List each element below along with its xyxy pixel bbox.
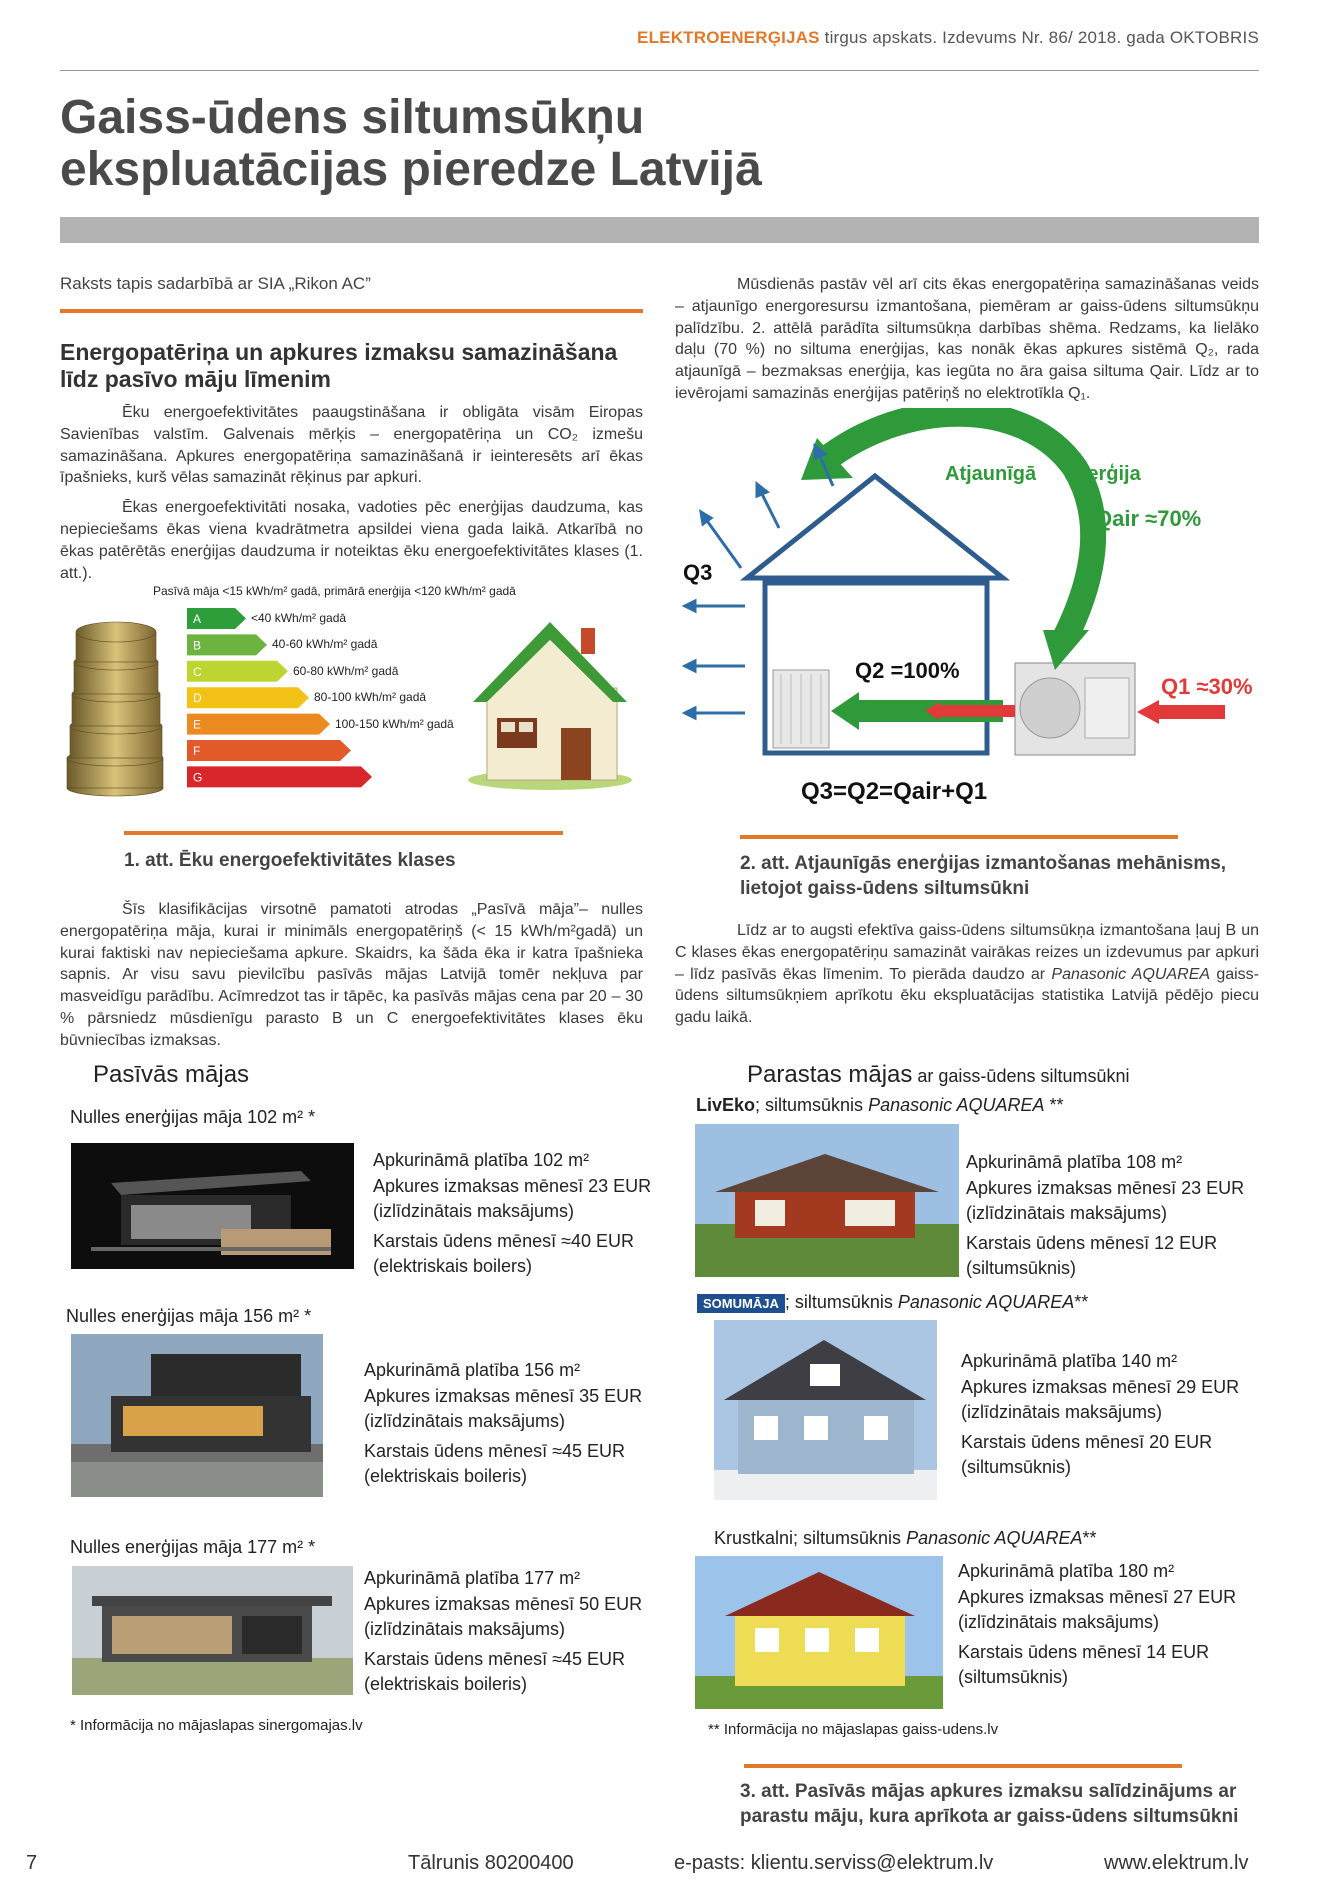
- figure-3-caption: 3. att. Pasīvās mājas apkures izmaksu salīdzinājums ar parastu māju, kura aprīkota ar gaiss-ūdens siltumsūkni: [740, 1781, 1239, 1827]
- right-text-1: [675, 274, 1259, 413]
- house-photo: [695, 1124, 959, 1277]
- energy-formula: Q3=Q2=Qair+Q1: [801, 778, 988, 805]
- figure-1-caption: 1. att. Ēku energoefektivitātes klases: [124, 850, 456, 871]
- builder-name: LivEko: [696, 1095, 756, 1115]
- q2-label: Q2 =100%: [855, 658, 960, 683]
- hot-water-source: (siltumsūknis): [958, 1667, 1069, 1687]
- energy-class-bar: [187, 661, 288, 682]
- hot-water-source: (siltumsūknis): [961, 1457, 1072, 1477]
- product-name: Panasonic AQUAREA: [897, 1292, 1075, 1312]
- regular-title-main: Parastas mājas: [747, 1061, 913, 1088]
- energy-class-bar: [187, 714, 330, 735]
- house-details: [364, 1566, 642, 1698]
- title-part: **: [1074, 1292, 1089, 1312]
- hot-water-source: (elektriskais boileris): [364, 1466, 528, 1486]
- page-number: 7: [26, 1852, 38, 1874]
- caption-divider: [740, 835, 1178, 839]
- footer-website[interactable]: www.elektrum.lv: [1104, 1852, 1249, 1874]
- left-text-2: [60, 899, 643, 1060]
- energy-class-letter: D: [193, 691, 202, 706]
- energy-class-label: 60-80 kWh/m² gadā: [293, 663, 399, 678]
- house-details: [364, 1358, 642, 1490]
- title-part: ; siltumsūknis: [784, 1292, 898, 1312]
- figure-2-caption: 2. att. Atjaunīgās enerģijas izmantošanas mehānisms, lietojot gaiss-ūdens siltumsūkni: [740, 853, 1227, 899]
- payment-note: (izlīdzinātais maksājums): [961, 1402, 1163, 1422]
- byline: Raksts tapis sadarbībā ar SIA „Rikon AC”: [60, 274, 371, 293]
- payment-note: (izlīdzinātais maksājums): [364, 1619, 566, 1639]
- paragraph: Ēku energoefektivitātes paaugstināšana ir obligāta visām Eiropas Savienības valstīm. Galvenais mērķis – energopatēriņa un CO₂ izmešu samazināšana. Apkures energopatēriņa samazināšanā ir ieinteresēts arī ēkas īpašnieks, kurš vēlas samazināt rēķinus par apkuri.: [60, 404, 643, 487]
- byline-divider: [60, 309, 643, 313]
- renewable-label-2: enerģija: [1064, 463, 1141, 485]
- renewable-label-1: Atjaunīgā: [945, 463, 1037, 485]
- energy-class-bar: [187, 766, 372, 787]
- title-part: ; siltumsūknis: [755, 1095, 869, 1115]
- house-photo: [71, 1334, 323, 1497]
- paragraph: Šīs klasifikācijas virsotnē pamatoti atrodas „Pasīvā māja”– nulles energopatēriņa māja, kurai ir minimāls energopatēriņš (< 15 kWh/m²gadā) un kurai faktiski nav nepieciešama apkure. Skaidrs, ka šāda ēka ir katra īpašnieka sapnis. Ar visu savu pievilcību pasīvās mājas Latvijā tomēr nekļuva par masveidīgu parādību. Acīmredzot tas ir tāpēc, ka pasīvās mājas cena par 20 – 30 % pārsniedz mūsdienīgu parasto B un C energoefektivitātes klases ēku būvniecības izmaksas.: [60, 901, 643, 1049]
- energy-class-label: <40 kWh/m² gadā: [251, 611, 347, 625]
- house-details: [966, 1150, 1244, 1282]
- hot-water-source: (siltumsūknis): [966, 1258, 1077, 1278]
- payment-note: (izlīdzinātais maksājums): [966, 1203, 1168, 1223]
- house-photo: [695, 1556, 943, 1709]
- passive-house-title: Nulles enerģijas māja 156 m² *: [66, 1306, 312, 1326]
- footer-phone: Tālrunis 80200400: [408, 1852, 574, 1874]
- title-line-2: ekspluatācijas pieredze Latvijā: [60, 143, 762, 196]
- title-bar: [60, 217, 1259, 243]
- passive-house-label: Pasīvā māja <15 kWh/m² gadā, primārā enerģija <120 kWh/m² gadā: [153, 584, 516, 598]
- hot-water-cost: Karstais ūdens mēnesī 20 EUR: [961, 1431, 1213, 1452]
- heating-cost: Apkures izmaksas mēnesī 50 EUR: [364, 1593, 643, 1614]
- product-name: Panasonic AQUAREA: [906, 1528, 1083, 1548]
- regular-house-title: [696, 1095, 1064, 1116]
- title-part: **: [1044, 1095, 1064, 1115]
- paragraph: Ēkas energoefektivitāti nosaka, vadoties pēc enerģijas daudzuma, kas nepieciešams ēkas viena kvadrātmetra apsildei viena gada laikā. Atkarībā no ēkas patērētās enerģijas daudzuma ir noteiktas ēku energoefektivitātes klases (1. att.).: [60, 499, 643, 582]
- hot-water-cost: Karstais ūdens mēnesī ≈45 EUR: [364, 1648, 625, 1669]
- title-line-1: Gaiss-ūdens siltumsūkņu: [60, 91, 645, 144]
- regular-houses-title: [747, 1061, 1130, 1089]
- energy-class-bar: [187, 740, 351, 761]
- heated-area: Apkurināmā platība 102 m²: [373, 1150, 590, 1170]
- heated-area: Apkurināmā platība 180 m²: [958, 1561, 1175, 1581]
- heating-cost: Apkures izmaksas mēnesī 35 EUR: [364, 1385, 643, 1406]
- hot-water-cost: Karstais ūdens mēnesī 12 EUR: [966, 1232, 1218, 1253]
- house-icon: [465, 610, 635, 790]
- hot-water-source: (elektriskais boileris): [364, 1674, 528, 1694]
- caption-divider: [744, 1764, 1182, 1768]
- builder-logo: SOMUMĀJA: [697, 1294, 785, 1313]
- paragraph: [675, 920, 1259, 1029]
- product-name: Panasonic AQUAREA: [868, 1095, 1045, 1115]
- house-photo: [71, 1143, 354, 1269]
- heating-cost: Apkures izmaksas mēnesī 23 EUR: [373, 1175, 652, 1196]
- left-text-1: [60, 402, 643, 592]
- house-details: [958, 1559, 1236, 1691]
- builder-name: Krustkalni: [714, 1528, 794, 1548]
- header-issue: tirgus apskats. Izdevums Nr. 86/ 2018. gada OKTOBRIS: [819, 28, 1259, 47]
- regular-house-title: [714, 1528, 1097, 1549]
- q1-label: Q1 ≈30%: [1161, 674, 1253, 699]
- footer-email[interactable]: e-pasts: klientu.serviss@elektrum.lv: [674, 1852, 994, 1874]
- paragraph-part: gaiss-ūdens siltumsūkņiem aprīkotu ēku ekspluatācijas statistika Latvijā pēdējo piecu gadu laikā.: [675, 965, 1260, 1027]
- q3-label: Q3: [683, 560, 713, 585]
- hot-water-cost: Karstais ūdens mēnesī 14 EUR: [958, 1641, 1210, 1662]
- house-details: [961, 1349, 1239, 1481]
- passive-houses-title: Pasīvās mājas: [93, 1061, 250, 1088]
- heating-cost: Apkures izmaksas mēnesī 27 EUR: [958, 1586, 1237, 1607]
- payment-note: (izlīdzinātais maksājums): [373, 1201, 575, 1221]
- energy-class-letter: B: [193, 638, 202, 653]
- title-part: ; siltumsūknis: [793, 1528, 907, 1548]
- energy-class-letter: F: [193, 744, 201, 758]
- paragraph-part: Līdz ar to augsti efektīva gaiss-ūdens siltumsūkņa izmantošana ļauj B un C klases ēkas energopatēriņu samazināt vairākas reizes un izdevumus par apkuri – līdz pasīvās ēkas līmenim. To pierāda daudzo ar: [675, 922, 1259, 983]
- hot-water-source: (elektriskais boilers): [373, 1256, 533, 1276]
- energy-class-label: 40-60 kWh/m² gadā: [272, 637, 378, 652]
- header-divider: [60, 70, 1259, 71]
- qair-label: Qair ≈70%: [1095, 506, 1202, 531]
- heated-area: Apkurināmā platība 108 m²: [966, 1152, 1183, 1172]
- hot-water-cost: Karstais ūdens mēnesī ≈40 EUR: [373, 1230, 634, 1251]
- title-part: **: [1082, 1528, 1097, 1548]
- paragraph: Mūsdienās pastāv vēl arī cits ēkas energopatēriņa samazināšanas veids – atjaunīgo energoresursu izmantošana, piemēram ar gaiss-ūdens siltumsūkņu palīdzību. 2. attēlā parādīta siltumsūkņa darbības shēma. Redzams, ka lielāko daļu (70 %) no siltuma enerģijas, kas nonāk ēkas apkures sistēmā Q₂, rada atjaunīgā – bezmaksas enerģija, kas iegūta no āra gaisa siltuma Qair. Līdz ar to ievērojami samazinās enerģijas patēriņš no elektrotīkla Q₁.: [675, 276, 1259, 402]
- passive-house-title: Nulles enerģijas māja 177 m² *: [70, 1537, 316, 1557]
- payment-note: (izlīdzinātais maksājums): [958, 1612, 1160, 1632]
- heated-area: Apkurināmā platība 177 m²: [364, 1568, 581, 1588]
- energy-class-bar: [187, 687, 309, 708]
- energy-class-letter: A: [193, 612, 202, 626]
- heated-area: Apkurināmā platība 156 m²: [364, 1360, 581, 1380]
- energy-class-letter: E: [193, 717, 202, 732]
- article-title: [60, 92, 960, 196]
- heating-cost: Apkures izmaksas mēnesī 23 EUR: [966, 1177, 1245, 1198]
- regular-house-title: [697, 1292, 1088, 1313]
- heat-pump-diagram: [675, 408, 1259, 818]
- hot-water-cost: Karstais ūdens mēnesī ≈45 EUR: [364, 1440, 625, 1461]
- regular-title-sub: ar gaiss-ūdens siltumsūkni: [912, 1066, 1130, 1086]
- right-text-2: [675, 920, 1259, 1037]
- house-photo: [714, 1320, 937, 1500]
- product-name: Panasonic AQUAREA: [1051, 965, 1211, 983]
- energy-class-label: 80-100 kWh/m² gadā: [314, 690, 427, 705]
- heating-cost: Apkures izmaksas mēnesī 29 EUR: [961, 1376, 1240, 1397]
- header-brand: ELEKTROENERĢIJAS: [637, 28, 820, 47]
- footnote-passive: * Informācija no mājaslapas sinergomajas.lv: [70, 1717, 363, 1734]
- energy-class-letter: G: [193, 770, 203, 785]
- energy-class-figure: [60, 578, 643, 800]
- energy-class-letter: C: [193, 664, 202, 679]
- energy-class-label: 100-150 kWh/m² gadā: [335, 716, 454, 731]
- caption-divider: [124, 831, 563, 835]
- footnote-regular: ** Informācija no mājaslapas gaiss-udens.lv: [708, 1721, 999, 1738]
- house-photo: [72, 1566, 353, 1695]
- passive-house-title: Nulles enerģijas māja 102 m² *: [70, 1107, 316, 1127]
- section-heading: Energopatēriņa un apkures izmaksu samazināšana līdz pasīvo māju līmenim: [60, 339, 618, 392]
- issue-header: [637, 28, 1259, 48]
- payment-note: (izlīdzinātais maksājums): [364, 1411, 566, 1431]
- coins-image: [60, 608, 170, 798]
- heated-area: Apkurināmā platība 140 m²: [961, 1351, 1178, 1371]
- house-details: [373, 1148, 651, 1280]
